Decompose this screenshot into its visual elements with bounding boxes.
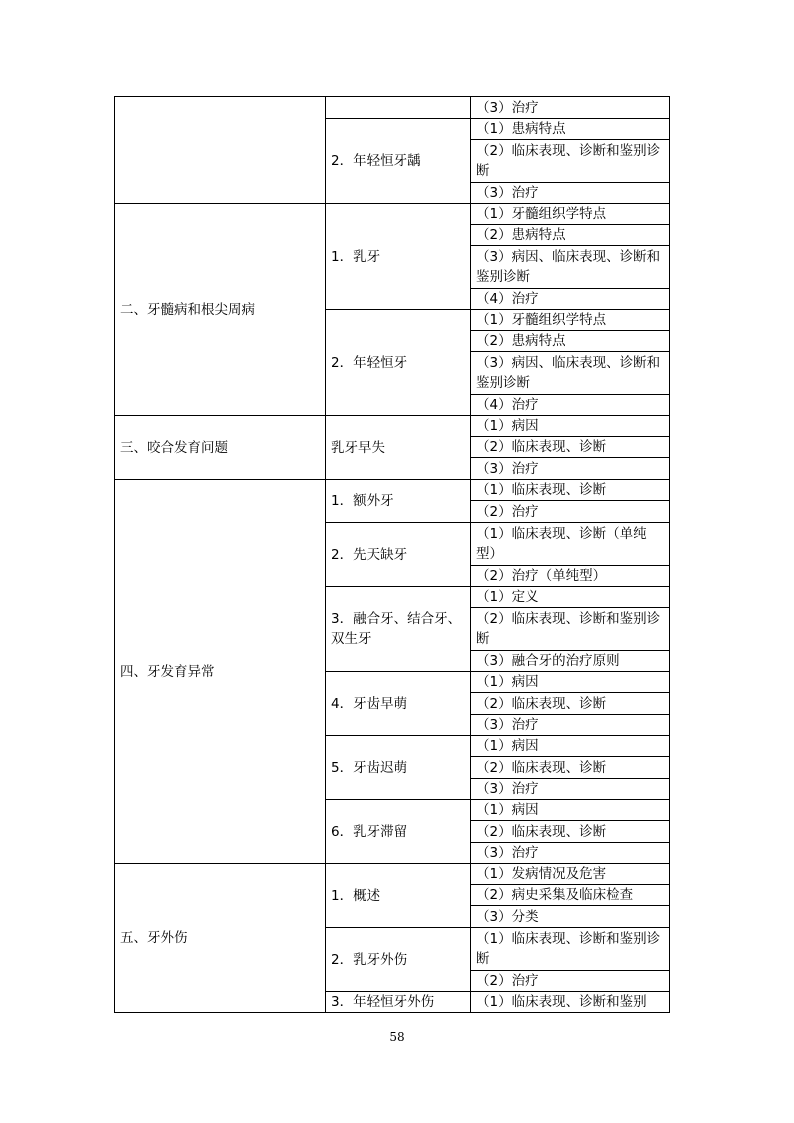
item-cell: （3）病因、临床表现、诊断和鉴别诊断 (471, 352, 670, 395)
item-cell: （1）临床表现、诊断和鉴别 (471, 992, 670, 1013)
section-cell: 1．额外牙 (326, 480, 471, 523)
item-cell: （1）发病情况及危害 (471, 864, 670, 885)
item-cell: （2）临床表现、诊断 (471, 757, 670, 779)
syllabus-table (114, 96, 670, 1013)
section-cell: 2．年轻恒牙龋 (326, 119, 471, 204)
section-cell: 5．牙齿迟萌 (326, 736, 471, 800)
item-cell: （2）临床表现、诊断和鉴别诊断 (471, 140, 670, 183)
item-cell: （3）治疗 (471, 715, 670, 736)
item-cell: （1）临床表现、诊断 (471, 480, 670, 501)
item-cell: （2）临床表现、诊断 (471, 693, 670, 715)
item-cell: （1）病因 (471, 672, 670, 693)
item-cell: （3）融合牙的治疗原则 (471, 651, 670, 672)
item-cell: （4）治疗 (471, 289, 670, 310)
item-cell: （1）牙髓组织学特点 (471, 310, 670, 331)
section-cell: 1．概述 (326, 864, 471, 928)
item-cell: （1）病因 (471, 736, 670, 757)
unit-cell: 四、牙发育异常 (115, 480, 326, 864)
unit-cell (115, 97, 326, 204)
item-cell: （2）治疗 (471, 971, 670, 992)
item-cell: （3）分类 (471, 906, 670, 928)
unit-cell: 三、咬合发育问题 (115, 416, 326, 480)
item-cell: （3）病因、临床表现、诊断和鉴别诊断 (471, 246, 670, 289)
section-cell: 3．融合牙、结合牙、双生牙 (326, 587, 471, 672)
item-cell: （3）治疗 (471, 779, 670, 800)
section-cell: 6．乳牙滞留 (326, 800, 471, 864)
item-cell: （2）治疗（单纯型） (471, 566, 670, 587)
section-cell: 2．乳牙外伤 (326, 928, 471, 992)
item-cell: （2）患病特点 (471, 225, 670, 246)
section-cell: 2．先天缺牙 (326, 523, 471, 587)
section-cell: 2．年轻恒牙 (326, 310, 471, 416)
item-cell: （3）治疗 (471, 97, 670, 119)
item-cell: （3）治疗 (471, 458, 670, 480)
section-cell: 1．乳牙 (326, 204, 471, 310)
item-cell: （1）临床表现、诊断（单纯型） (471, 523, 670, 566)
item-cell: （2）临床表现、诊断 (471, 437, 670, 458)
item-cell: （1）牙髓组织学特点 (471, 204, 670, 225)
item-cell: （1）患病特点 (471, 119, 670, 140)
item-cell: （4）治疗 (471, 395, 670, 416)
item-cell: （2）治疗 (471, 501, 670, 523)
item-cell: （1）临床表现、诊断和鉴别诊断 (471, 928, 670, 971)
item-cell: （2）临床表现、诊断和鉴别诊断 (471, 608, 670, 651)
item-cell: （3）治疗 (471, 183, 670, 204)
item-cell: （1）定义 (471, 587, 670, 608)
item-cell: （3）治疗 (471, 843, 670, 864)
section-cell: 乳牙早失 (326, 416, 471, 480)
unit-cell: 二、牙髓病和根尖周病 (115, 204, 326, 416)
item-cell: （2）患病特点 (471, 331, 670, 352)
item-cell: （1）病因 (471, 800, 670, 821)
page-number: 58 (389, 1030, 405, 1044)
item-cell: （1）病因 (471, 416, 670, 437)
section-cell: 4．牙齿早萌 (326, 672, 471, 736)
item-cell: （2）临床表现、诊断 (471, 821, 670, 843)
item-cell: （2）病史采集及临床检查 (471, 885, 670, 906)
section-cell (326, 97, 471, 119)
unit-cell: 五、牙外伤 (115, 864, 326, 1013)
section-cell: 3．年轻恒牙外伤 (326, 992, 471, 1013)
